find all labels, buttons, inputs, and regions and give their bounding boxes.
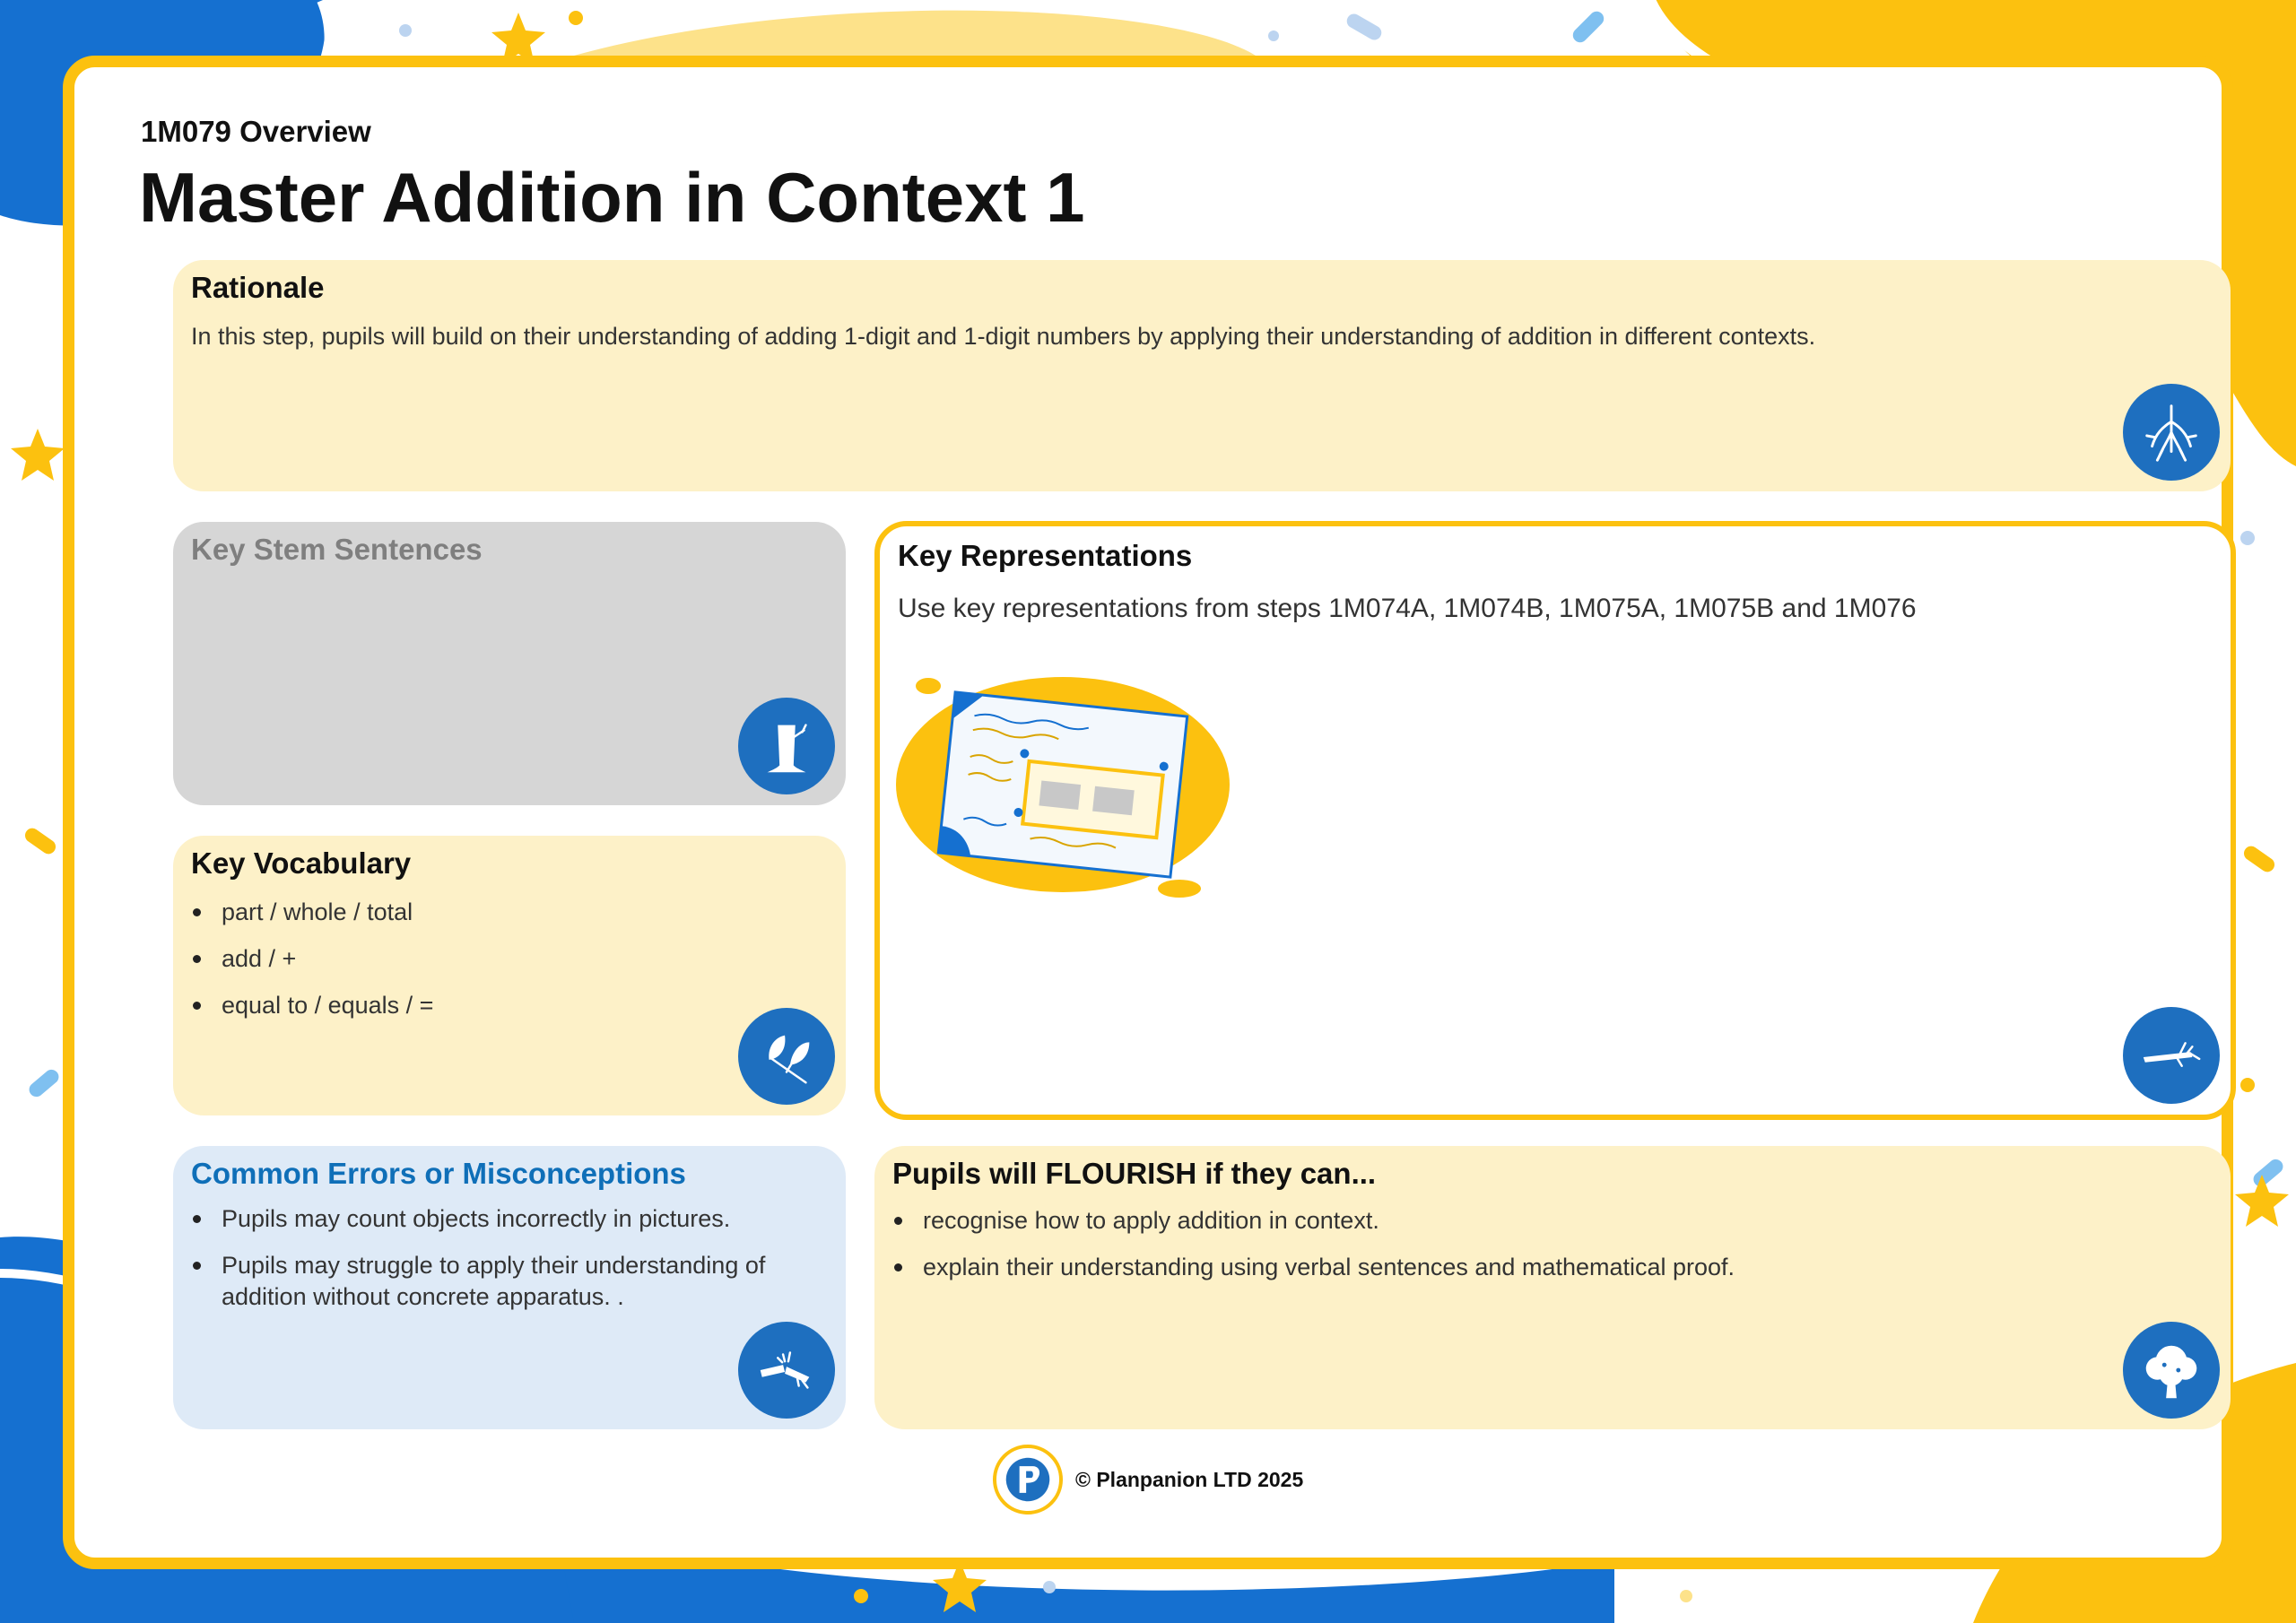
- worksheet-illustration: [892, 659, 1230, 903]
- footer: [993, 1445, 1303, 1515]
- roots-icon: [2123, 384, 2220, 481]
- rationale-panel: [173, 260, 2231, 491]
- flourish-panel: [874, 1146, 2231, 1429]
- rationale-text: In this step, pupils will build on their understanding of adding 1-digit and 1-digit numbers by applying their understanding of addition in different contexts.: [191, 323, 1816, 350]
- key-vocabulary-panel: [173, 836, 846, 1115]
- flourish-list: [892, 1205, 2213, 1283]
- key-stem-sentences-panel: [173, 522, 846, 805]
- key-vocabulary-list: [191, 897, 828, 1021]
- copyright-text: © Planpanion LTD 2025: [1075, 1467, 1304, 1491]
- broken-branch-icon: [738, 1322, 835, 1419]
- overview-label: 1M079 Overview: [141, 115, 371, 148]
- list-item: explain their understanding using verbal sentences and mathematical proof.: [892, 1252, 2213, 1283]
- common-errors-panel: [173, 1146, 846, 1429]
- key-vocabulary-heading: Key Vocabulary: [191, 846, 412, 880]
- list-item: recognise how to apply addition in context.: [892, 1205, 2213, 1237]
- leaves-icon: [738, 1008, 835, 1105]
- key-representations-panel: [874, 521, 2236, 1120]
- tree-trunk-icon: [738, 698, 835, 794]
- planpanion-logo: [993, 1445, 1063, 1515]
- list-item: add / +: [191, 943, 828, 975]
- list-item: equal to / equals / =: [191, 990, 828, 1021]
- branch-icon: [2123, 1007, 2220, 1104]
- key-representations-heading: Key Representations: [898, 539, 1193, 572]
- key-representations-text: Use key representations from steps 1M074A, 1M074B, 1M075A, 1M075B and 1M076: [898, 594, 1917, 623]
- overview-card: [63, 56, 2233, 1569]
- common-errors-heading: Common Errors or Misconceptions: [191, 1157, 686, 1190]
- tree-icon: [2123, 1322, 2220, 1419]
- list-item: part / whole / total: [191, 897, 828, 928]
- list-item: Pupils may struggle to apply their understanding of addition without concrete apparatus. .: [191, 1250, 828, 1313]
- key-stem-sentences-heading: Key Stem Sentences: [191, 533, 483, 566]
- page-title: Master Addition in Context 1: [139, 158, 1085, 237]
- common-errors-list: [191, 1203, 828, 1313]
- list-item: Pupils may count objects incorrectly in pictures.: [191, 1203, 828, 1235]
- rationale-heading: Rationale: [191, 271, 325, 304]
- flourish-heading: Pupils will FLOURISH if they can...: [892, 1157, 1377, 1190]
